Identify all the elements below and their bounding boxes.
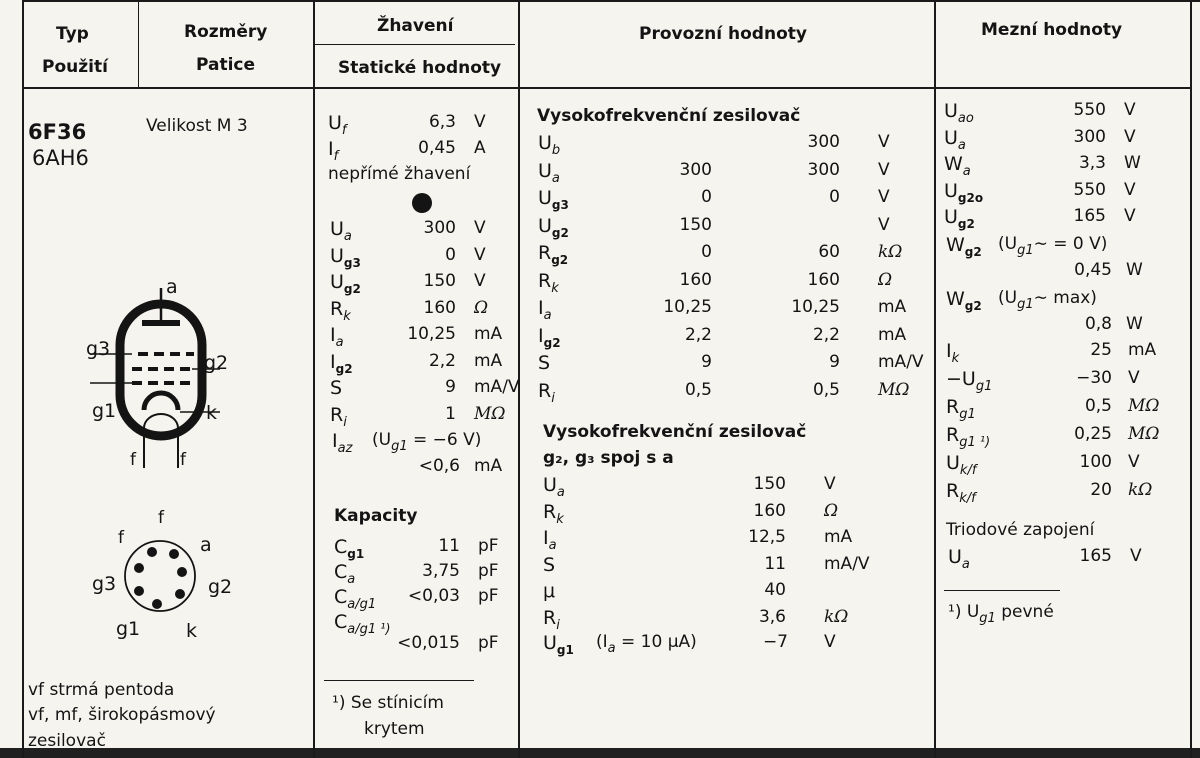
cap-sym-1: $C_a$ bbox=[334, 561, 356, 587]
prov1-unit-6: mA bbox=[878, 297, 907, 317]
header-staticke: Statické hodnoty bbox=[338, 58, 502, 78]
mezni-sym-4: $U_{g2}$ bbox=[944, 206, 975, 231]
prov1-sym-2: $U_{g3}$ bbox=[538, 187, 569, 212]
grid-g2 bbox=[132, 367, 190, 371]
static-sym-0: $U_a$ bbox=[330, 218, 352, 244]
prov1-v2-7: 2,2 bbox=[812, 324, 840, 345]
prov1-v1-3: 150 bbox=[679, 214, 712, 235]
prov1-v1-2: 0 bbox=[701, 187, 712, 207]
prov1-v2-6: 10,25 bbox=[791, 297, 840, 317]
prov1-sym-1: $U_a$ bbox=[538, 159, 560, 186]
prov1-v2-9: 0,5 bbox=[812, 379, 840, 400]
static-val-4: 10,25 bbox=[407, 324, 456, 344]
cap-sym-0: $C_{g1}$ bbox=[334, 536, 365, 561]
mezni2-val-0: 25 bbox=[1090, 340, 1112, 360]
static-unit-5: mA bbox=[474, 350, 503, 371]
prov1-unit-3: V bbox=[878, 214, 890, 235]
symbol-label-a: a bbox=[166, 276, 178, 298]
prov1-unit-9: MΩ bbox=[878, 379, 910, 400]
static-sym-7: $R_i$ bbox=[330, 403, 347, 430]
cathode bbox=[144, 393, 178, 410]
prov1-unit-0: V bbox=[878, 132, 890, 152]
socket-label-g3: g3 bbox=[92, 573, 117, 595]
mezni-footnote: ¹) $U_{g1}$ pevné bbox=[948, 602, 1054, 626]
socket-label-g2: g2 bbox=[208, 576, 233, 598]
provozni-title-2: Vysokofrekvenční zesilovač bbox=[543, 422, 807, 442]
mezni-sym-0: $U_{ao}$ bbox=[944, 100, 974, 126]
prov1-v1-6: 10,25 bbox=[663, 297, 712, 317]
col-divider-provozni bbox=[934, 0, 936, 758]
prov2-unit-3: mA/V bbox=[824, 553, 870, 574]
prov1-sym-0: $U_b$ bbox=[538, 132, 561, 158]
static-val-6: 9 bbox=[445, 377, 456, 397]
mezni-sym-1: $U_a$ bbox=[944, 126, 966, 153]
static-unit-7: MΩ bbox=[474, 403, 506, 424]
socket-label-k: k bbox=[186, 620, 198, 642]
col-divider-patice bbox=[313, 0, 315, 758]
pin-2 bbox=[134, 586, 144, 596]
cap-unit-0: pF bbox=[478, 536, 499, 556]
static-unit-4: mA bbox=[474, 324, 503, 344]
header-mezni: Mezní hodnoty bbox=[981, 20, 1123, 40]
prov1-v1-4: 0 bbox=[701, 242, 712, 262]
header-typ: Typ bbox=[56, 24, 89, 44]
tube-type-6f36: 6F36 bbox=[28, 120, 87, 144]
static-unit-1: V bbox=[474, 244, 486, 265]
symbol-label-g2: g2 bbox=[204, 352, 229, 374]
use-line-2: vf, mf, širokopásmový bbox=[28, 705, 216, 725]
heating-type: nepřímé žhavení bbox=[328, 164, 471, 184]
cap-sym-2: $C_{a/g1}$ bbox=[334, 586, 377, 612]
provozni-subtitle-2: g₂, g₃ spoj s a bbox=[543, 448, 674, 468]
symbol-label-f-left: f bbox=[130, 450, 136, 470]
prov2-unit-0: V bbox=[824, 474, 836, 494]
mezni-val-2: 3,3 bbox=[1078, 153, 1106, 173]
provozni-title-1: Vysokofrekvenční zesilovač bbox=[537, 106, 801, 126]
static-sym-3: $R_k$ bbox=[330, 297, 351, 324]
header-pouziti: Použití bbox=[42, 57, 108, 77]
mezni2-val-2: 0,5 bbox=[1084, 396, 1112, 416]
mezni2-sym-0: $I_k$ bbox=[946, 340, 960, 366]
header-bottom-line bbox=[22, 87, 1192, 89]
prov1-unit-1: V bbox=[878, 159, 890, 180]
static-sym-5: $I_{g2}$ bbox=[330, 350, 353, 376]
prov2-val-5: 3,6 bbox=[758, 606, 786, 627]
mezni2-val-4: 100 bbox=[1079, 452, 1112, 472]
static-val-0: 300 bbox=[423, 218, 456, 238]
cap-unit-3: pF bbox=[478, 633, 499, 653]
mezni-unit-3: V bbox=[1124, 179, 1136, 200]
mezni-sym-2: $W_a$ bbox=[944, 153, 971, 179]
static-val-1: 0 bbox=[445, 244, 456, 265]
mezni-sym-3: $U_{g2o}$ bbox=[944, 179, 984, 205]
prov2-val-0: 150 bbox=[753, 474, 786, 494]
mezni2-unit-4: V bbox=[1128, 452, 1140, 472]
mezni2-unit-3: MΩ bbox=[1128, 424, 1160, 444]
mezni2-sym-4: $U_{k/f}$ bbox=[946, 452, 977, 478]
footnote-divider-static bbox=[324, 680, 474, 681]
socket-label-a: a bbox=[200, 534, 212, 556]
mezni-triode-label: Triodové zapojení bbox=[946, 520, 1095, 540]
cap-unit-1: pF bbox=[478, 561, 499, 581]
prov1-v1-7: 2,2 bbox=[684, 324, 712, 345]
prov1-v1-9: 0,5 bbox=[684, 379, 712, 400]
prov2-val-3: 11 bbox=[764, 553, 786, 574]
static-val-7: 1 bbox=[445, 403, 456, 424]
socket-pinout bbox=[112, 528, 212, 628]
mezni-val-1: 300 bbox=[1073, 126, 1106, 147]
static-unit-3: Ω bbox=[474, 297, 489, 318]
prov1-unit-4: kΩ bbox=[878, 242, 903, 262]
cap-unit-2: pF bbox=[478, 586, 499, 606]
use-line-3: zesilovač bbox=[28, 731, 106, 751]
mezni-unit-1: V bbox=[1124, 126, 1136, 147]
top-border bbox=[22, 0, 1200, 2]
grid-g3 bbox=[138, 352, 194, 356]
header-patice: Patice bbox=[196, 55, 256, 75]
mezni-unit-0: V bbox=[1124, 100, 1136, 120]
mezni-val-3: 550 bbox=[1073, 179, 1106, 200]
col-divider-typ bbox=[138, 0, 139, 87]
pin-6 bbox=[169, 549, 179, 559]
zhaveni-divider bbox=[315, 44, 515, 45]
symbol-label-k: k bbox=[206, 402, 218, 424]
static-unit-0: V bbox=[474, 218, 486, 238]
prov2-sym-5: $R_i$ bbox=[543, 606, 560, 633]
mezni-val-0: 550 bbox=[1073, 100, 1106, 120]
cap-sym-3: $C_{a/g1 ^1)}$ bbox=[334, 611, 391, 637]
static-sym-6: S bbox=[330, 377, 343, 399]
mezni-val-4: 165 bbox=[1073, 206, 1106, 226]
prov1-v2-2: 0 bbox=[829, 187, 840, 207]
mezni2-unit-5: kΩ bbox=[1128, 480, 1153, 500]
static-sym-1: $U_{g3}$ bbox=[330, 244, 361, 270]
prov1-v1-8: 9 bbox=[701, 352, 712, 372]
cap-val-2: <0,03 bbox=[407, 586, 460, 606]
footnote-divider-mezni bbox=[944, 590, 1060, 591]
prov1-sym-3: $U_{g2}$ bbox=[538, 214, 569, 240]
prov1-unit-8: mA/V bbox=[878, 352, 924, 372]
mezni2-unit-1: V bbox=[1128, 368, 1140, 388]
anode-plate bbox=[142, 320, 180, 326]
header-zhaveni: Žhavení bbox=[377, 16, 454, 36]
grid-g1 bbox=[132, 381, 190, 385]
pin-4 bbox=[175, 589, 185, 599]
kapacity-title: Kapacity bbox=[334, 506, 418, 526]
socket-label-f1: f bbox=[118, 528, 124, 548]
mezni2-sym-2: $R_{g1}$ bbox=[946, 396, 976, 422]
prov2-unit-1: Ω bbox=[824, 500, 839, 521]
pin-1 bbox=[134, 563, 144, 573]
prov2-unit-5: kΩ bbox=[824, 606, 849, 627]
prov1-sym-7: $I_{g2}$ bbox=[538, 324, 561, 350]
mezni2-sym-1: $-U_{g1}$ bbox=[946, 368, 993, 394]
header-provozni: Provozní hodnoty bbox=[639, 24, 807, 44]
symbol-label-f-right: f bbox=[180, 450, 186, 470]
prov2-val-4: 40 bbox=[764, 580, 786, 600]
tube-type-6ah6: 6AH6 bbox=[32, 146, 89, 170]
heater bbox=[144, 414, 178, 432]
prov1-sym-4: $R_{g2}$ bbox=[538, 242, 569, 267]
mezni2-unit-2: MΩ bbox=[1128, 396, 1160, 416]
prov1-v1-5: 160 bbox=[679, 269, 712, 290]
mezni2-val-5: 20 bbox=[1090, 480, 1112, 500]
prov1-sym-9: $R_i$ bbox=[538, 379, 555, 406]
static-unit-2: V bbox=[474, 271, 486, 291]
static-footnote-line1: ¹) Se stínicím bbox=[332, 693, 444, 713]
cap-val-0: 11 bbox=[438, 536, 460, 556]
prov2-sym-4: μ bbox=[543, 580, 556, 602]
left-border bbox=[22, 0, 24, 758]
cap-val-1: 3,75 bbox=[422, 561, 460, 581]
mezni-unit-4: V bbox=[1124, 206, 1136, 226]
static-sym-2: $U_{g2}$ bbox=[330, 271, 361, 296]
static-val-5: 2,2 bbox=[428, 350, 456, 371]
mezni2-sym-5: $R_{k/f}$ bbox=[946, 480, 976, 506]
mezni2-val-1: −30 bbox=[1076, 368, 1112, 388]
bottom-edge bbox=[0, 748, 1200, 758]
static-unit-6: mA/V bbox=[474, 377, 520, 397]
mezni-unit-2: W bbox=[1124, 153, 1141, 173]
symbol-label-g1: g1 bbox=[92, 400, 117, 422]
pin-7 bbox=[147, 547, 157, 557]
prov2-sym-1: $R_k$ bbox=[543, 500, 564, 527]
use-line-1: vf strmá pentoda bbox=[28, 680, 175, 700]
cap-val-3: <0,015 bbox=[397, 633, 460, 653]
static-val-3: 160 bbox=[423, 297, 456, 318]
prov1-unit-5: Ω bbox=[878, 269, 893, 290]
prov1-sym-8: S bbox=[538, 352, 551, 374]
static-footnote-line2: krytem bbox=[364, 719, 425, 739]
prov1-v2-0: 300 bbox=[807, 132, 840, 152]
mezni2-unit-0: mA bbox=[1128, 340, 1157, 360]
header-rozmery: Rozměry bbox=[184, 22, 268, 42]
right-border bbox=[1190, 0, 1192, 758]
prov2-val-2: 12,5 bbox=[748, 527, 786, 547]
prov1-v2-5: 160 bbox=[807, 269, 840, 290]
symbol-label-g3: g3 bbox=[86, 338, 111, 360]
pin-3 bbox=[152, 599, 162, 609]
prov2-sym-3: S bbox=[543, 553, 556, 576]
prov1-sym-6: $I_a$ bbox=[538, 297, 552, 323]
prov1-v2-4: 60 bbox=[818, 242, 840, 262]
prov2-val-1: 160 bbox=[753, 500, 786, 521]
socket-label-g1: g1 bbox=[116, 618, 141, 640]
tube-size: Velikost M 3 bbox=[146, 116, 248, 136]
prov1-unit-7: mA bbox=[878, 324, 907, 345]
static-val-2: 150 bbox=[423, 271, 456, 291]
heating-indicator-dot bbox=[412, 193, 432, 213]
prov2-unit-2: mA bbox=[824, 527, 853, 547]
pin-5 bbox=[177, 567, 187, 577]
prov1-v2-1: 300 bbox=[807, 159, 840, 180]
prov1-unit-2: V bbox=[878, 187, 890, 207]
prov1-sym-5: $R_k$ bbox=[538, 269, 559, 296]
prov1-v1-1: 300 bbox=[679, 159, 712, 180]
static-sym-4: $I_a$ bbox=[330, 324, 344, 350]
prov2-sym-0: $U_a$ bbox=[543, 474, 565, 500]
mezni2-sym-3: $R_{g1 ^1)}$ bbox=[946, 424, 991, 450]
prov1-v2-8: 9 bbox=[829, 352, 840, 372]
prov2-sym-2: $I_a$ bbox=[543, 527, 557, 553]
socket-label-f2: f bbox=[158, 508, 164, 528]
mezni2-val-3: 0,25 bbox=[1074, 424, 1112, 444]
